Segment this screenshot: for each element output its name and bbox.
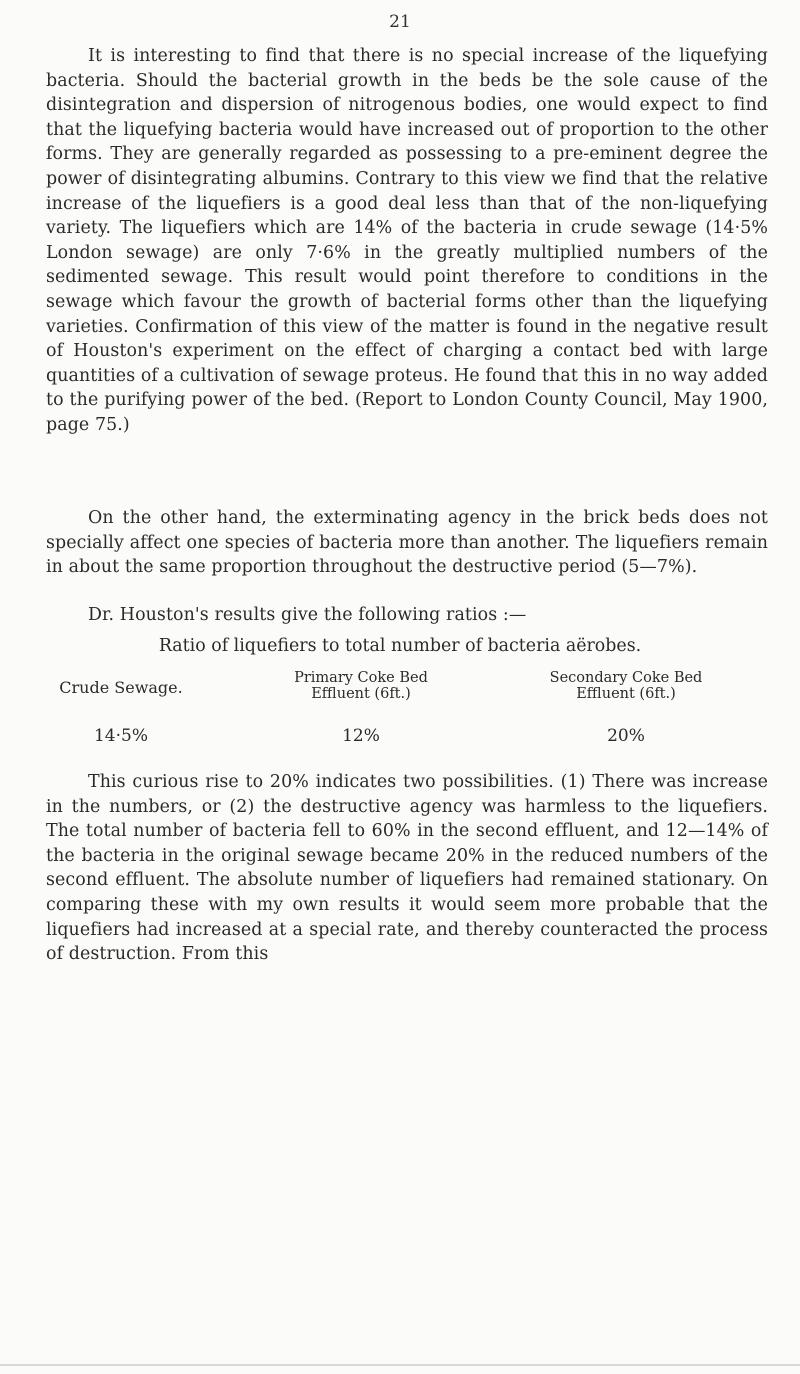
header-primary-line2: Effluent (6ft.) bbox=[311, 686, 411, 702]
header-secondary-line2: Effluent (6ft.) bbox=[576, 686, 676, 702]
ratio-table-caption: Ratio of liquefiers to total number of bacteria aërobes. bbox=[158, 636, 642, 656]
paragraph-liquefying-bacteria: It is interesting to find that there is no special increase of the liquefying bacteria. Should the bacterial growth in the beds be the sole cause of the disintegration and dispersion of nitrogenous bodies, one would expect to find that the liquefying bacteria would have increased out of proportion to the other forms. They are generally regarded as possessing to a pre-eminent degree the power of disintegrating albumins. Contrary to this view we find that the relative increase of the liquefiers is a good deal less than that of the non-liquefying variety. The liquefiers which are 14% of the bacteria in crude sewage (14·5% London sewage) are only 7·6% in the greatly multiplied numbers of the sedimented sewage. This result would point therefore to conditions in the sewage which favour the growth of bacterial forms other than the liquefying varieties. Confirmation of this view of the matter is found in the negative result of Houston's experiment on the effect of charging a contact bed with large quantities of a cultivation of sewage proteus. He found that this in no way added to the purifying power of the bed. (Report to London County Council, May 1900, page 75.) bbox=[46, 46, 768, 435]
page-bottom-edge bbox=[0, 1364, 800, 1366]
header-primary-coke-bed bbox=[261, 670, 461, 702]
value-crude-sewage: 14·5% bbox=[93, 726, 148, 746]
ratio-table-values bbox=[46, 726, 768, 752]
value-secondary-effluent: 20% bbox=[607, 726, 645, 746]
paragraph-houston-ratios-intro: Dr. Houston's results give the following ratios :— bbox=[88, 605, 527, 625]
header-crude-sewage: Crude Sewage. bbox=[59, 678, 183, 697]
ratio-table-header bbox=[46, 670, 768, 720]
paragraph-curious-rise: This curious rise to 20% indicates two possibilities. (1) There was increase in the numbers, or (2) the destructive agency was harmless to the liquefiers. The total number of bacteria fell to 60% in the second effluent, and 12—14% of the bacteria in the original sewage became 20% in the reduced numbers of the second effluent. The absolute number of liquefiers had remained stationary. On comparing these with my own results it would seem more probable that the liquefiers had increased at a special rate, and thereby counteracted the process of destruction. From this bbox=[46, 772, 768, 965]
paragraph-exterminating-agency: On the other hand, the exterminating agency in the brick beds does not specially affect one species of bacteria more than another. The liquefiers remain in about the same proportion throughout the destructive period (5—7%). bbox=[46, 508, 768, 578]
value-primary-effluent: 12% bbox=[342, 726, 380, 746]
header-secondary-coke-bed bbox=[506, 670, 746, 702]
header-secondary-line1: Secondary Coke Bed bbox=[549, 670, 703, 686]
page-number: 21 bbox=[389, 12, 411, 32]
header-primary-line1: Primary Coke Bed bbox=[294, 670, 428, 686]
